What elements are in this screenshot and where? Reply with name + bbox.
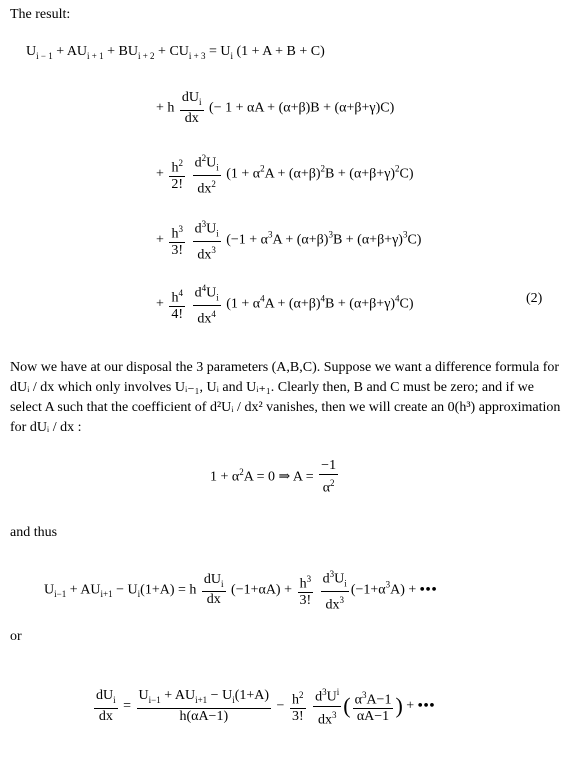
and-thus-text: and thus: [10, 525, 58, 540]
intro-text: The result:: [10, 7, 71, 22]
equation-term-h3: + $\frac{h^3}{3!}$ $\frac{d^3U_i}{dx^3}$ $(-1 + \alpha^3A + (\alpha+\beta)^3B + (\alpha+\beta+\gamma)^3C)$: [156, 216, 421, 264]
equation-line-1: $U_{i - 1} + AU_{i + 1} + BU_{i + 2} + CU_{i + 3} = U_i$ (1 + A + B + C): [26, 44, 325, 61]
equation-term-h: + h $dU_i$ dx (− 1 + αA + (α+β)B + (α+β+γ)C): [156, 90, 395, 126]
paragraph: Now we have at our disposal the 3 parameters (A,B,C). Suppose we want a difference formula for dUᵢ / dx which only involves Uᵢ₋₁, Uᵢ and Uᵢ₊₁. Clearly then, B and C must be zero; and if we select A such that the coefficient of d²Uᵢ / dx² vanishes, then we will create an 0(h³) approximation for dUᵢ / dx :: [10, 360, 561, 435]
or-text: or: [10, 629, 22, 644]
equation-alpha: $1 + \alpha^2A = 0$ ⇒ A = $\frac{-1}{\alpha^2}$: [210, 458, 337, 496]
equation-term-h2: + $\frac{h^2}{2!}$ $\frac{d^2U_i}{dx^2}$ $(1 + \alpha^2A + (\alpha+\beta)^2B + (\alpha+\beta+\gamma)^2C)$: [156, 150, 414, 198]
equation-term-h4: + $\frac{h^4}{4!}$ $\frac{d^4U_i}{dx^4}$ $(1 + \alpha^4A + (\alpha+\beta)^4B + (\alpha+\beta+\gamma)^4C)$: [156, 280, 414, 328]
equation-final: $dU_i$ dx = $U_{i-1} + AU_{i+1} - U_i(1+A)$ h(αA−1) − $\frac{h^2}{3!}$ $\frac{d^3U^i}{dx^3}$ ( $\frac{\alpha^3A-1}{\alpha A-1}$ ) + •••: [92, 684, 435, 728]
equation-and-thus: $U_{i-1} + AU_{i+1} - U_i(1+A) = h$ $dU_i$ dx (−1+αA) + $\frac{h^3}{3!}$ $\frac{d^3U_i}{dx^3}$ $(-1+\alpha^3A)$ + •••: [44, 566, 438, 614]
equation-number: (2): [526, 291, 543, 306]
